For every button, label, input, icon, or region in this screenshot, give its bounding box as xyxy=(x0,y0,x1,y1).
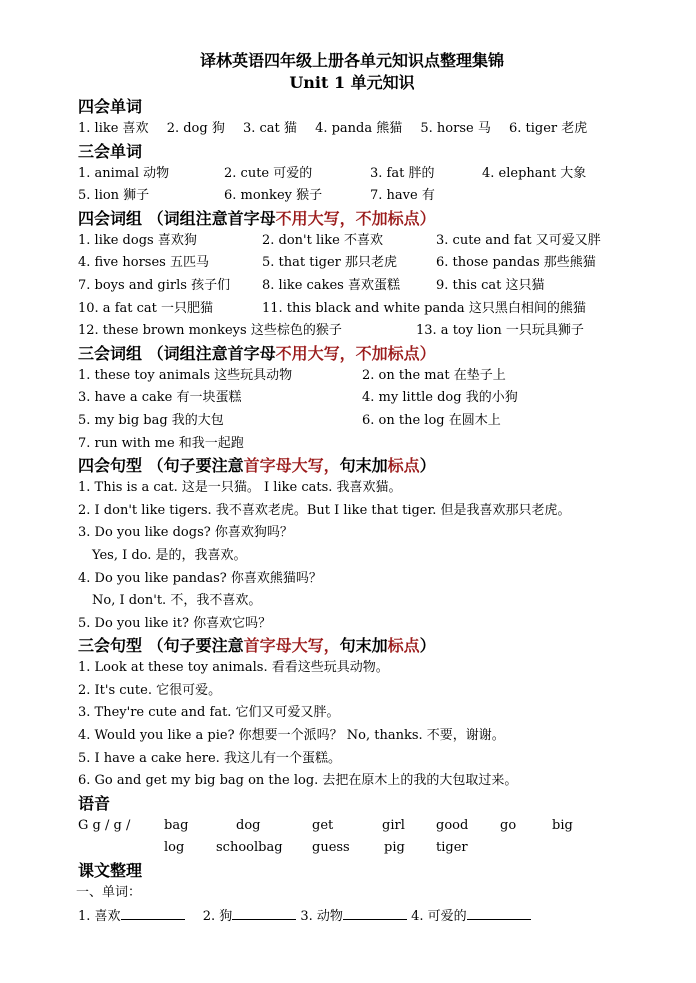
sentence-line: 5. Do you like it? 你喜欢它吗？ xyxy=(78,615,272,631)
document-title: 译林英语四年级上册各单元知识点整理集锦 xyxy=(199,51,504,70)
answer-blank[interactable] xyxy=(467,905,531,920)
section-heading-three-skill-phrases xyxy=(78,343,626,365)
phrase-row xyxy=(78,433,626,456)
phonics-word: bag xyxy=(164,817,189,833)
sentence-line: 2. It's cute. 它很可爱。 xyxy=(78,682,222,698)
phrase-row xyxy=(78,230,626,253)
phrase-row xyxy=(78,365,626,388)
word-item: 1. animal 动物 xyxy=(78,165,170,181)
three-skill-words-row xyxy=(78,163,626,186)
word-item: 4. panda 熊猫 xyxy=(315,121,403,136)
phrase-row xyxy=(78,275,626,298)
heading-note: ） xyxy=(419,636,436,656)
phonics-row xyxy=(78,815,626,838)
phrase-item: 8. like cakes 喜欢蛋糕 xyxy=(262,277,400,293)
section-heading-three-skill-sentences xyxy=(78,635,626,657)
sentence-line: 2. I don't like tigers. 我不喜欢老虎。But I like that tiger. 但是我喜欢那只老虎。 xyxy=(78,502,571,518)
phrase-item: 7. run with me 和我一起跑 xyxy=(78,435,244,451)
word-item: 4. elephant 大象 xyxy=(482,165,587,181)
fill-in-item: 2. 狗 xyxy=(202,908,233,924)
word-item: 1. like 喜欢 xyxy=(78,121,149,136)
heading-note: （词组注意首字母 xyxy=(147,208,276,228)
heading-note: （句子要注意 xyxy=(147,636,244,656)
phrase-item: 6. those pandas 那些熊猫 xyxy=(436,255,596,271)
phrase-item: 13. a toy lion 一只玩具狮子 xyxy=(416,323,584,339)
phrase-item: 1. these toy animals 这些玩具动物 xyxy=(78,367,293,383)
sentence-line: 1. This is a cat. 这是一只猫。 I like cats. 我喜欢猫。 xyxy=(78,480,402,496)
section-heading-three-skill-words: 三会单词 xyxy=(78,141,143,161)
word-item: 7. have 有 xyxy=(370,188,435,204)
phrase-item: 6. on the log 在圆木上 xyxy=(362,412,501,428)
phrase-row xyxy=(78,298,626,321)
word-item: 6. monkey 猴子 xyxy=(224,188,323,204)
answer-blank[interactable] xyxy=(343,905,407,920)
phrase-item: 2. on the mat 在垫子上 xyxy=(362,367,506,383)
phonics-word: schoolbag xyxy=(216,840,283,856)
heading-note-highlight: 标点 xyxy=(387,636,420,656)
phrase-item: 2. don't like 不喜欢 xyxy=(262,232,384,248)
fill-in-item: 4. 可爱的 xyxy=(411,908,467,924)
word-item: 3. fat 胖的 xyxy=(370,165,435,181)
heading-note: （句子要注意 xyxy=(147,456,244,476)
heading-note-highlight: 标点） xyxy=(387,343,436,363)
heading-note-highlight: 标点） xyxy=(387,208,436,228)
phonics-word: pig xyxy=(384,840,405,856)
sentence-line: 5. I have a cake here. 我这儿有一个蛋糕。 xyxy=(78,750,341,766)
phonics-word: log xyxy=(164,840,185,856)
phrase-item: 1. like dogs 喜欢狗 xyxy=(78,232,197,248)
sentence-line: 3. They're cute and fat. 它们又可爱又胖。 xyxy=(78,705,340,721)
word-item: 5. horse 马 xyxy=(420,121,491,136)
sentence-answer-line: Yes, I do. 是的，我喜欢。 xyxy=(92,547,247,563)
heading-text: 四会词组 xyxy=(78,208,143,228)
fill-in-item: 1. 喜欢 xyxy=(78,908,121,924)
subsection-label: 一、单词： xyxy=(76,885,142,901)
phonics-word: girl xyxy=(382,817,405,833)
heading-note-highlight: 首字母大写， xyxy=(243,456,340,476)
four-skill-words-line xyxy=(78,118,626,141)
heading-text: 四会句型 xyxy=(78,456,143,476)
phonics-row xyxy=(78,837,626,860)
phrase-item: 11. this black and white panda 这只黑白相间的熊猫 xyxy=(262,300,586,316)
word-item: 2. dog 狗 xyxy=(166,121,225,136)
phrase-item: 9. this cat 这只猫 xyxy=(436,277,545,293)
phrase-item: 4. my little dog 我的小狗 xyxy=(362,390,518,406)
fill-in-item: 3. 动物 xyxy=(300,908,343,924)
phrase-item: 3. have a cake 有一块蛋糕 xyxy=(78,390,242,406)
sentence-line: 6. Go and get my big bag on the log. 去把在原木上的我的大包取过来。 xyxy=(78,773,518,789)
section-heading-four-skill-sentences xyxy=(78,455,626,477)
heading-text: 三会句型 xyxy=(78,636,143,656)
phrase-row xyxy=(78,320,626,343)
section-heading-four-skill-phrases xyxy=(78,208,626,230)
phrase-item: 12. these brown monkeys 这些棕色的猴子 xyxy=(78,323,342,339)
heading-note: ） xyxy=(419,456,436,476)
phrase-row xyxy=(78,252,626,275)
phrase-item: 7. boys and girls 孩子们 xyxy=(78,277,231,293)
heading-note: 句末加 xyxy=(339,456,388,476)
phonics-word: good xyxy=(436,817,469,833)
heading-note-highlight: 不用大写，不加 xyxy=(275,208,388,228)
phonics-sound: G g / g / xyxy=(78,817,131,833)
unit-subtitle: Unit 1 单元知识 xyxy=(289,73,415,92)
phonics-word: dog xyxy=(236,817,261,833)
word-item: 6. tiger 老虎 xyxy=(508,121,588,136)
phrase-item: 4. five horses 五匹马 xyxy=(78,255,209,271)
heading-note-highlight: 不用大写，不加 xyxy=(275,343,388,363)
heading-note: （词组注意首字母 xyxy=(147,343,276,363)
phrase-row xyxy=(78,387,626,410)
three-skill-words-row xyxy=(78,185,626,208)
phonics-word: tiger xyxy=(436,840,468,856)
phrase-item: 5. my big bag 我的大包 xyxy=(78,412,224,428)
heading-note-highlight: 首字母大写， xyxy=(243,636,340,656)
heading-note-highlight: 标点 xyxy=(387,456,420,476)
phrase-item: 5. that tiger 那只老虎 xyxy=(262,255,397,271)
sentence-line: 4. Do you like pandas? 你喜欢熊猫吗？ xyxy=(78,570,322,586)
fill-in-line xyxy=(78,905,626,929)
phonics-word: get xyxy=(312,817,334,833)
section-heading-text-review: 课文整理 xyxy=(78,861,143,881)
sentence-answer-line: No, I don't. 不，我不喜欢。 xyxy=(92,593,262,609)
heading-note: 句末加 xyxy=(339,636,388,656)
phrase-row xyxy=(78,410,626,433)
phonics-word: go xyxy=(500,817,517,833)
phrase-item: 3. cute and fat 又可爱又胖 xyxy=(436,232,601,248)
section-heading-four-skill-words: 四会单词 xyxy=(78,97,143,116)
phrase-item: 10. a fat cat 一只肥猫 xyxy=(78,300,213,316)
word-item: 2. cute 可爱的 xyxy=(224,165,313,181)
answer-blank[interactable] xyxy=(232,905,296,920)
answer-blank[interactable] xyxy=(121,905,185,920)
sentence-line: 3. Do you like dogs? 你喜欢狗吗？ xyxy=(78,525,293,541)
phonics-word: guess xyxy=(312,840,350,856)
phonics-word: big xyxy=(552,817,573,833)
heading-text: 三会词组 xyxy=(78,343,143,363)
word-item: 5. lion 狮子 xyxy=(78,188,150,204)
section-heading-phonics: 语音 xyxy=(78,793,111,813)
word-item: 3. cat 猫 xyxy=(242,121,297,136)
sentence-line: 4. Would you like a pie? 你想要一个派吗？ No, thanks. 不要，谢谢。 xyxy=(78,728,505,744)
sentence-line: 1. Look at these toy animals. 看看这些玩具动物。 xyxy=(78,660,389,676)
